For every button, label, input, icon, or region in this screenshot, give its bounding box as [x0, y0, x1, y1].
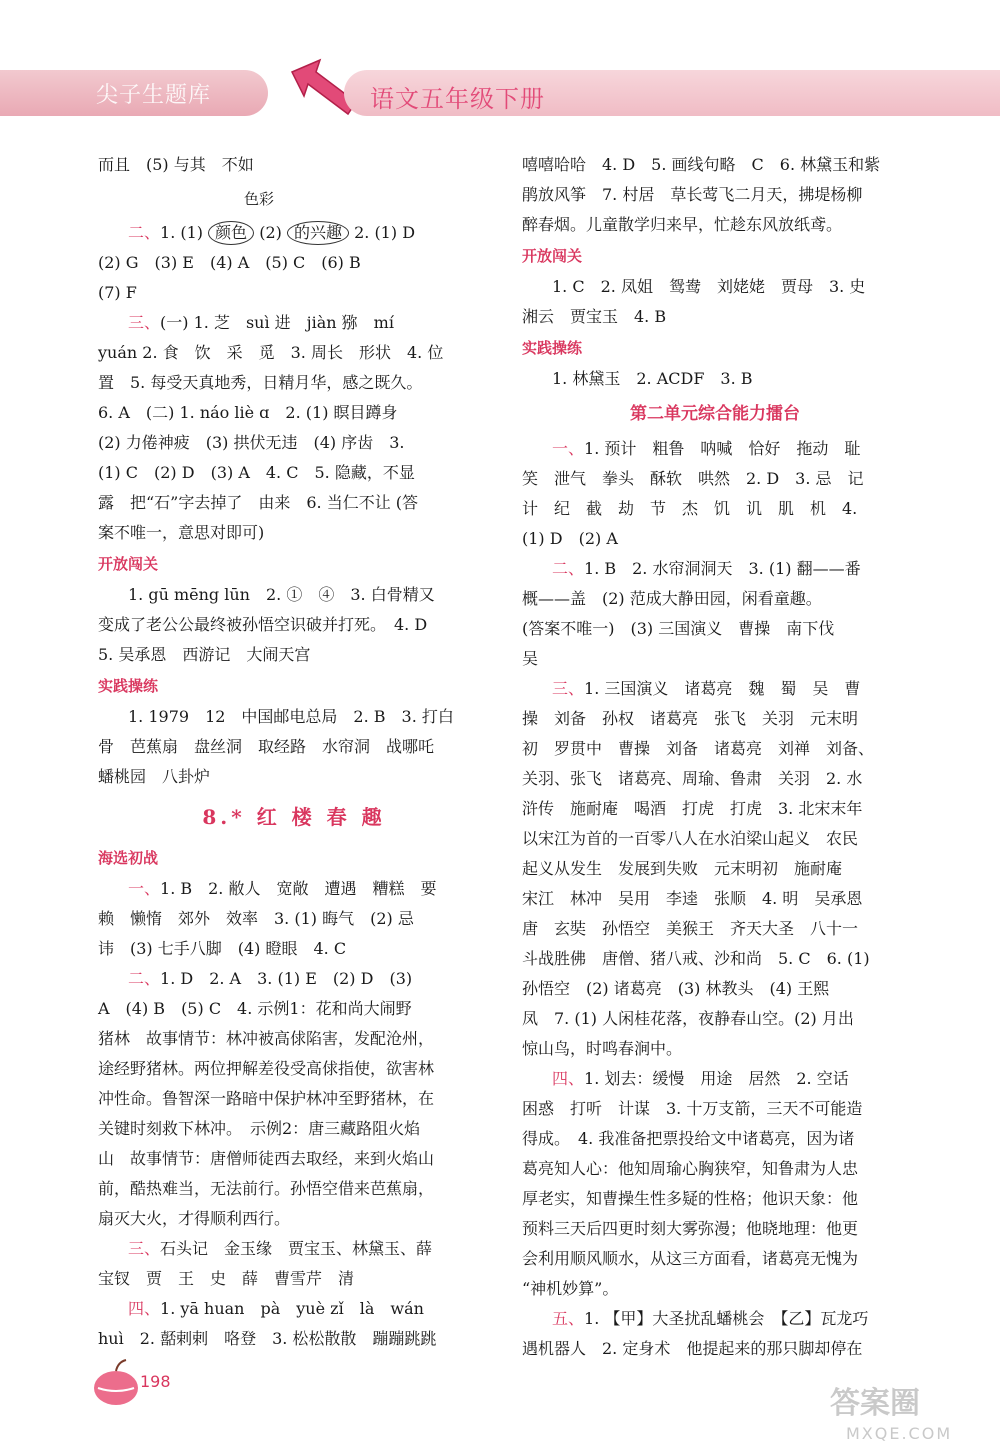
section-heading: 海选初战	[98, 849, 159, 867]
circled-word: 颜色	[208, 221, 254, 245]
answer-line: 变成了老公公最终被孙悟空识破并打死。 4. D	[98, 615, 428, 634]
annotation-note: 色彩	[244, 190, 275, 208]
answer-line: 三、1. 三国演义 诸葛亮 魏 蜀 吴 曹	[552, 679, 861, 698]
answer-line: 宝钗 贾 王 史 薛 曹雪芹 清	[98, 1269, 355, 1288]
section-heading: 实践操练	[522, 339, 583, 357]
answer-line: 孙悟空 (2) 诸葛亮 (3) 林教头 (4) 王熙	[522, 979, 830, 998]
answer-line: 骨 芭蕉扇 盘丝洞 取经路 水帘洞 战哪吒	[98, 737, 435, 756]
answer-line: 1. 1979 12 中国邮电总局 2. B 3. 打白	[128, 707, 454, 726]
answer-line: 蟠桃园 八卦炉	[98, 767, 211, 786]
answer-line: 扇灭大火，才得顺利西行。	[98, 1209, 291, 1228]
answer-line: 前，酷热难当，无法前行。孙悟空借来芭蕉扇，	[98, 1179, 435, 1198]
answer-line: 山 故事情节：唐僧师徒西去取经，来到火焰山	[98, 1149, 435, 1168]
answer-line: 四、1. 划去：缓慢 用途 居然 2. 空话	[552, 1069, 849, 1088]
watermark-logo: 答案圈	[830, 1386, 920, 1421]
answer-line: (1) C (2) D (3) A 4. C 5. 隐藏，不显	[98, 463, 415, 482]
answer-line: huì 2. 嚭剌剌 咯登 3. 松松散散 蹦蹦跳跳	[98, 1329, 437, 1348]
answer-line: 概——盖 (2) 范成大静田园，闲看童趣。	[522, 589, 822, 608]
answer-line: 笑 泄气 拳头 酥软 哄然 2. D 3. 忌 记	[522, 469, 864, 488]
answer-line: 以宋江为首的一百零八人在水泊梁山起义 农民	[522, 829, 859, 848]
answer-line: 嘻嘻哈哈 4. D 5. 画线句略 C 6. 林黛玉和紫	[522, 155, 881, 174]
answer-line: 6. A (二) 1. náo liè ɑ 2. (1) 瞑目蹲身	[98, 403, 398, 422]
answer-line: 计 纪 截 劫 节 杰 饥 讥 肌 机 4.	[522, 499, 858, 518]
chapter-title: 8.* 红 楼 春 趣	[202, 805, 386, 829]
answer-line: 遇机器人 2. 定身术 他提起来的那只脚却停在	[522, 1339, 863, 1358]
circled-word: 的兴趣	[287, 221, 349, 245]
answer-line: 赖 懒惰 郊外 效率 3. (1) 晦气 (2) 忌	[98, 909, 414, 928]
answer-line: 宋江 林冲 吴用 李逵 张顺 4. 明 吴承恩	[522, 889, 863, 908]
answer-line: (2) 力倦神疲 (3) 拱伏无违 (4) 序齿 3.	[98, 433, 405, 452]
answer-line: 而且 (5) 与其 不如	[98, 155, 254, 174]
answer-line: (答案不唯一) (3) 三国演义 曹操 南下伐	[522, 619, 835, 638]
apple-icon	[88, 1358, 148, 1408]
answer-line: 冲性命。鲁智深一路暗中保护林冲至野猪林，在	[98, 1089, 435, 1108]
item-number: 四、	[128, 1299, 161, 1318]
answer-line: 五、1. 【甲】大圣扰乱蟠桃会 【乙】瓦龙巧	[552, 1309, 869, 1328]
answer-line: 5. 吴承恩 西游记 大闹天宫	[98, 645, 311, 664]
answer-line: 途经野猪林。两位押解差役受高俅指使，欲害林	[98, 1059, 435, 1078]
answer-line: 困惑 打听 计谋 3. 十万支箭，三天不可能造	[522, 1099, 863, 1118]
section-heading: 实践操练	[98, 677, 159, 695]
answer-line: 吴	[522, 649, 539, 668]
item-number: 二、	[128, 969, 161, 988]
answer-line: 三、石头记 金玉缘 贾宝玉、林黛玉、薛	[128, 1239, 433, 1258]
answer-line: 关键时刻救下林冲。 示例2：唐三藏路阻火焰	[98, 1119, 421, 1138]
item-number: 一、	[128, 879, 161, 898]
header-left-title: 尖子生题库	[96, 83, 212, 108]
answer-line: 凤 7. (1) 人闲桂花落，夜静春山空。(2) 月出	[522, 1009, 854, 1028]
answer-line: 操 刘备 孙权 诸葛亮 张飞 关羽 元末明	[522, 709, 859, 728]
answer-line: (2) G (3) E (4) A (5) C (6) B	[98, 253, 361, 272]
answer-line: 二、1. B 2. 水帘洞洞天 3. (1) 翻——番	[552, 559, 861, 578]
answer-line: 关羽、张飞 诸葛亮、周瑜、鲁肃 关羽 2. 水	[522, 769, 863, 788]
answer-line: 斗战胜佛 唐僧、猪八戒、沙和尚 5. C 6. (1)	[522, 949, 870, 968]
answer-line: 四、1. yā huan pà yuè zǐ là wán	[128, 1299, 424, 1318]
answer-line: 猪林 故事情节：林冲被高俅陷害，发配沧州，	[98, 1029, 435, 1048]
answer-line: 二、1. D 2. A 3. (1) E (2) D (3)	[128, 969, 413, 988]
answer-line: 1. gū mēng lūn 2. ① ④ 3. 白骨精又	[128, 585, 435, 604]
answer-line: 案不唯一，意思对即可)	[98, 523, 265, 542]
answer-line: (1) D (2) A	[522, 529, 618, 548]
item-number: 三、	[552, 679, 585, 698]
answer-line: 醉春烟。儿童散学归来早，忙趁东风放纸鸢。	[522, 215, 843, 234]
section-heading: 开放闯关	[522, 247, 583, 265]
right-column	[522, 150, 908, 1364]
answer-line: 讳 (3) 七手八脚 (4) 瞪眼 4. C	[98, 939, 347, 958]
watermark-url: MXQE.COM	[846, 1424, 953, 1443]
item-number: 五、	[552, 1309, 585, 1328]
answer-line: (7) F	[98, 283, 137, 302]
section-heading: 开放闯关	[98, 555, 159, 573]
answer-line: 得成。 4. 我准备把票投给文中诸葛亮，因为诸	[522, 1129, 855, 1148]
page-number: 198	[140, 1372, 171, 1391]
answer-line: 惊山鸟，时鸣春涧中。	[522, 1039, 683, 1058]
left-column	[98, 150, 490, 1354]
item-number: 二、	[128, 223, 161, 242]
answer-line: 浒传 施耐庵 喝酒 打虎 打虎 3. 北宋末年	[522, 799, 863, 818]
answer-line: 葛亮知人心：他知周瑜心胸狭窄，知鲁肃为人忠	[522, 1159, 859, 1178]
answer-line: yuán 2. 食 饮 采 觅 3. 周长 形状 4. 位	[98, 343, 444, 362]
answer-line: 置 5. 每受天真地秀，日精月华，感之既久。	[98, 373, 423, 392]
answer-line: 1. C 2. 凤姐 鸳鸯 刘姥姥 贾母 3. 史	[552, 277, 866, 296]
item-number: 四、	[552, 1069, 585, 1088]
item-number: 二、	[552, 559, 585, 578]
item-number: 三、	[128, 1239, 161, 1258]
header-right-title: 语文五年级下册	[370, 85, 545, 113]
answer-line: 湘云 贾宝玉 4. B	[522, 307, 667, 326]
answer-line: 鹃放风筝 7. 村居 草长莺飞二月天，拂堤杨柳	[522, 185, 863, 204]
answer-line: 一、1. B 2. 敝人 宽敞 遭遇 糟糕 要	[128, 879, 437, 898]
answer-line: 三、(一) 1. 芝 suì 进 jiàn 猕 mí	[128, 313, 394, 332]
answer-line: 一、1. 预计 粗鲁 呐喊 恰好 拖动 耻	[552, 439, 861, 458]
answer-line: “神机妙算”。	[522, 1279, 619, 1298]
answer-line: 厚老实，知曹操生性多疑的性格；他识天象：他	[522, 1189, 859, 1208]
answer-line: 预料三天后四更时刻大雾弥漫；他晓地理：他更	[522, 1219, 859, 1238]
unit-title: 第二单元综合能力擂台	[630, 404, 800, 424]
answer-line: 初 罗贯中 曹操 刘备 诸葛亮 刘禅 刘备、	[522, 739, 875, 758]
answer-line: A (4) B (5) C 4. 示例1：花和尚大闹野	[98, 999, 412, 1018]
answer-line: 起义从发生 发展到失败 元末明初 施耐庵	[522, 859, 843, 878]
answer-line: 唐 玄奘 孙悟空 美猴王 齐天大圣 八十一	[522, 919, 859, 938]
answer-line: 二、1. (1) 颜色 (2) 的兴趣 2. (1) D	[98, 218, 490, 248]
item-number: 一、	[552, 439, 585, 458]
answer-line: 露 把“石”字去掉了 由来 6. 当仁不让 (答	[98, 493, 419, 512]
item-number: 三、	[128, 313, 161, 332]
answer-line: 会利用顺风顺水，从这三方面看，诸葛亮无愧为	[522, 1249, 859, 1268]
answer-line: 1. 林黛玉 2. ACDF 3. B	[552, 369, 753, 388]
